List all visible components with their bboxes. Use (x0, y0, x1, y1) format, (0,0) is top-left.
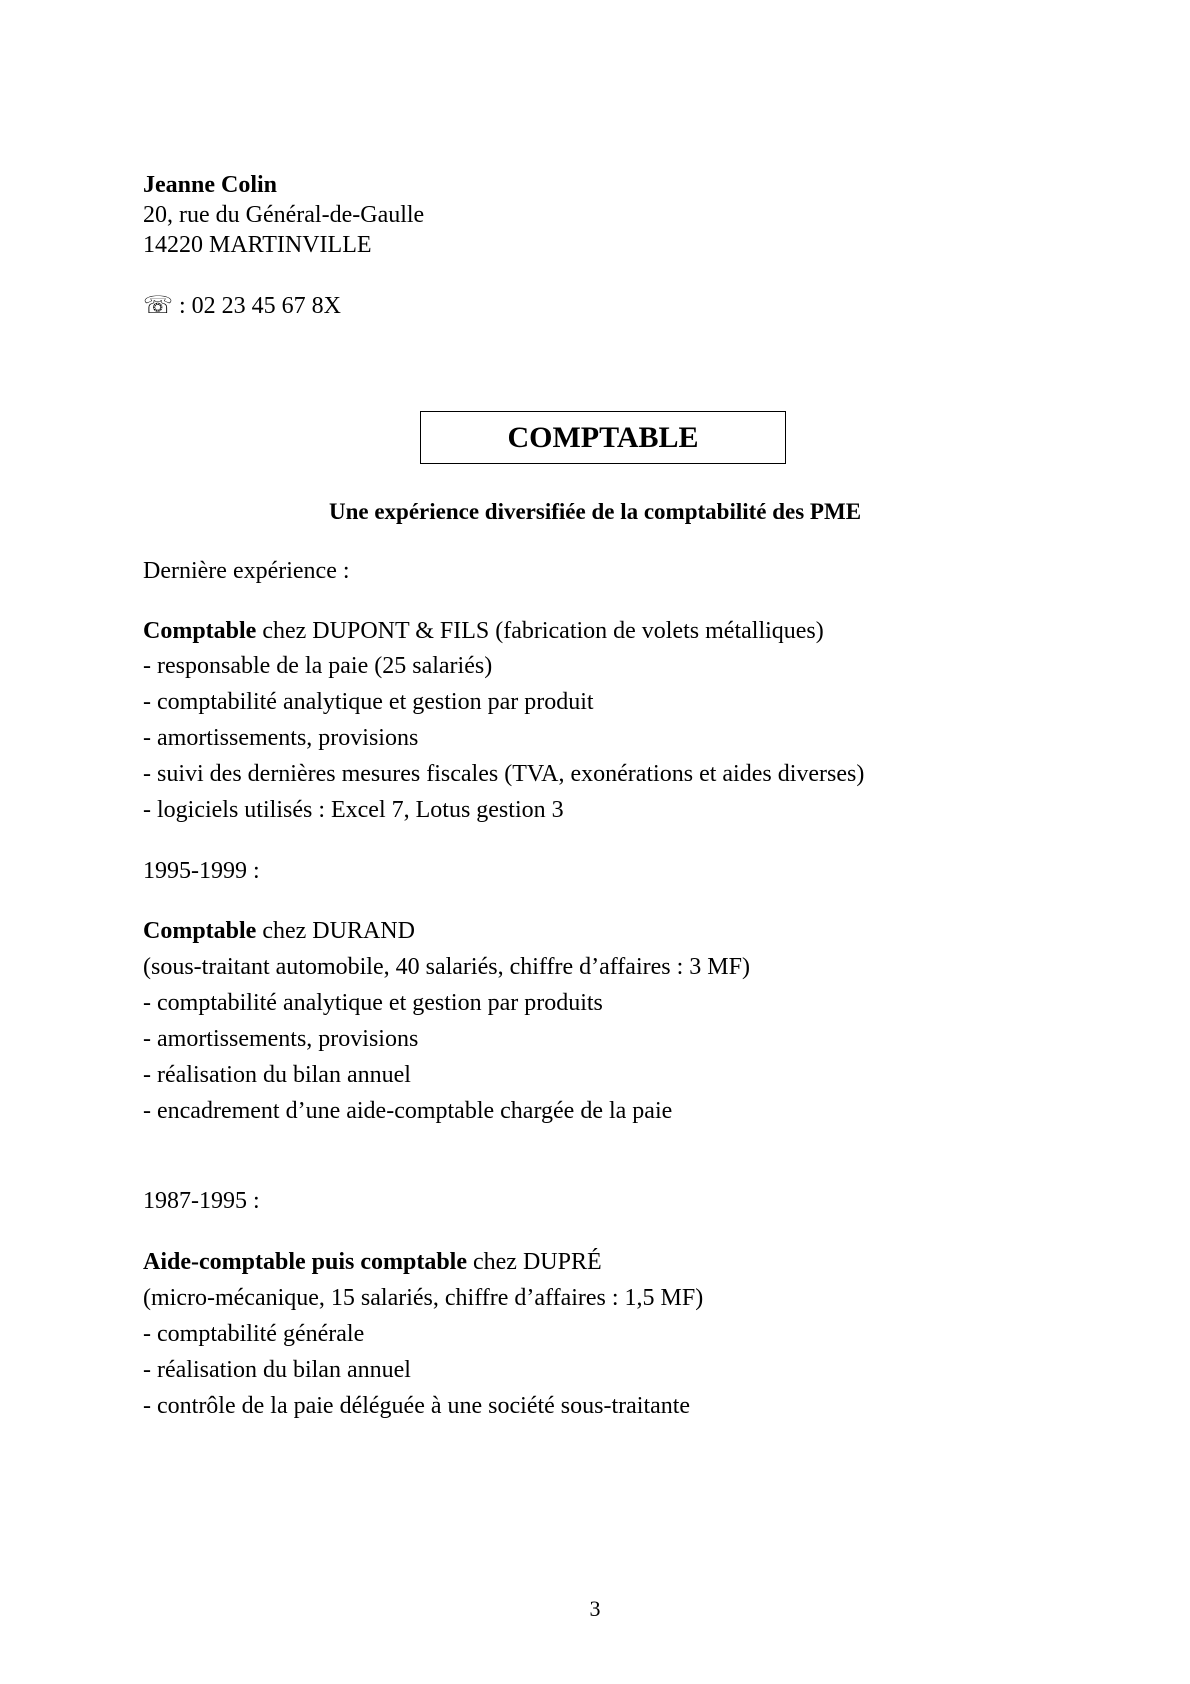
telephone-icon: ☏ (143, 293, 174, 319)
job-employer: chez DUPRÉ (467, 1249, 602, 1275)
page-number: 3 (589, 1596, 601, 1621)
job-employer: chez DUPONT & FILS (fabrication de volets métalliques) (256, 618, 824, 644)
job-employer: chez DURAND (256, 918, 415, 944)
job-role: Comptable (143, 918, 257, 944)
job-details: (micro-mécanique, 15 salariés, chiffre d’affaires : 1,5 MF) (143, 1285, 704, 1311)
task-item: - comptabilité analytique et gestion par produit (143, 689, 594, 715)
task-item: - comptabilité générale (143, 1321, 365, 1347)
job-details: (sous-traitant automobile, 40 salariés, chiffre d’affaires : 3 MF) (143, 954, 750, 980)
contact-phone (143, 291, 341, 321)
task-item: - amortissements, provisions (143, 725, 419, 751)
task-item: - réalisation du bilan annuel (143, 1062, 411, 1088)
contact-name: Jeanne Colin (143, 172, 278, 198)
contact-city: 14220 MARTINVILLE (143, 232, 372, 258)
title-box (420, 411, 786, 464)
contact-street: 20, rue du Général-de-Gaulle (143, 202, 425, 228)
section-heading (143, 1247, 602, 1277)
subtitle: Une expérience diversifiée de la comptabilité des PME (328, 499, 862, 524)
job-role: Comptable (143, 618, 257, 644)
section-period: Dernière expérience : (143, 558, 350, 584)
section-heading (143, 916, 415, 946)
task-item: - contrôle de la paie déléguée à une société sous-traitante (143, 1393, 691, 1419)
job-role: Aide-comptable puis comptable (143, 1249, 467, 1275)
task-item: - logiciels utilisés : Excel 7, Lotus gestion 3 (143, 797, 564, 823)
task-item: - responsable de la paie (25 salariés) (143, 653, 493, 679)
task-item: - réalisation du bilan annuel (143, 1357, 411, 1383)
section-period: 1995-1999 : (143, 858, 260, 884)
task-item: - encadrement d’une aide-comptable chargée de la paie (143, 1098, 673, 1124)
page-title: COMPTABLE (507, 420, 699, 454)
task-item: - comptabilité analytique et gestion par produits (143, 990, 603, 1016)
section-period: 1987-1995 : (143, 1188, 260, 1214)
task-item: - amortissements, provisions (143, 1026, 419, 1052)
task-item: - suivi des dernières mesures fiscales (TVA, exonérations et aides diverses) (143, 761, 865, 787)
phone-number: : 02 23 45 67 8X (173, 293, 342, 319)
section-heading (143, 616, 824, 646)
